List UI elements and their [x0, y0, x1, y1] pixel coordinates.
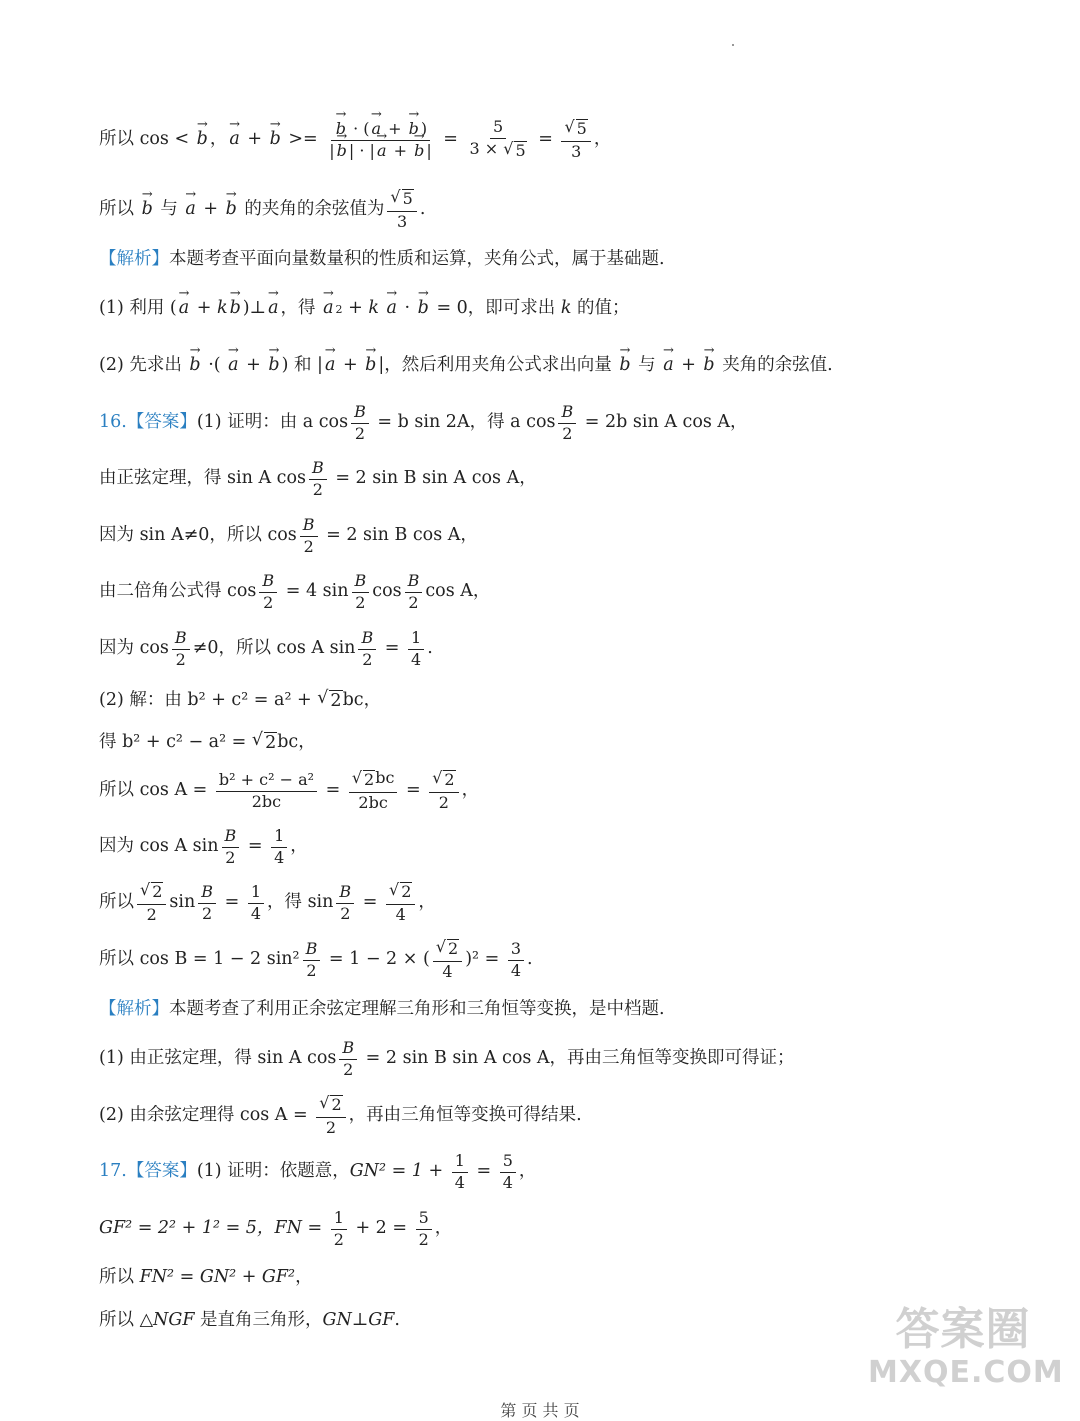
line-cos-result: 所以 cos < → b ， → a + → b >= → $\frac{b \cdot (\to a + \to b )}{|\to b | \cdot |\to a + \to b |}$ = 5 3 × √ 5 = √ 5 3 ， [99, 112, 1020, 168]
analysis-tag: 【解析】 [99, 249, 169, 270]
vector-symbol: → a [375, 143, 389, 160]
vector-symbol: → b [195, 131, 210, 149]
vector-symbol: → b [266, 357, 281, 375]
vector-symbol: → a [370, 121, 384, 138]
vector-symbol: → b [617, 357, 632, 375]
vector-symbol: → a [183, 201, 197, 219]
q17-line-1: 17. 【答案】 (1) 证明：依题意， GN² = 1 + $\frac{1}{4}$ = $\frac{5}{4}$ ， [99, 1150, 537, 1192]
analysis-15: 【解析】 本题考查平面向量数量积的性质和运算，夹角公式，属于基础题. [99, 249, 665, 270]
vector-symbol: → a [177, 300, 191, 318]
vector-symbol: → b [187, 357, 202, 375]
hint-16-1: (1) 由正弦定理，得 sin A cos $\frac{B}{2}$ = 2 sin B sin A cos A，再由三角恒等变换即可得证； [99, 1037, 795, 1079]
vector-symbol: → b [228, 300, 243, 318]
vector-symbol: → b [334, 121, 348, 138]
vector-symbol: → b [224, 201, 239, 219]
answer-tag: 【答案】 [126, 1161, 197, 1182]
q16-line-1: 16. 【答案】 (1) 证明：由 a cos $\frac{B}{2}$ = b sin 2A，得 a cos $\frac{B}{2}$ = 2b sin A cos A， [99, 401, 748, 443]
watermark-logo: 答案圈 MXQE.COM [868, 1304, 1064, 1390]
q16-line-8: 所以 cos A = $\frac{\text{b² + c² − a²}}{2bc}$ = √ 2 bc 2bc = √ 2 2 ， [99, 768, 480, 812]
page-footer: 第 页 共 页 [500, 1401, 580, 1420]
vector-symbol: → b [268, 131, 283, 149]
vector-symbol: → b [701, 357, 716, 375]
vector-symbol: → b [412, 143, 426, 160]
vector-symbol: → a [323, 357, 337, 375]
question-number: 16. [99, 412, 127, 433]
q16-line-2: 由正弦定理，得 sin A cos $\frac{B}{2}$ = 2 sin B sin A cos A， [99, 457, 537, 499]
q16-line-11: 所以 cos B = 1 − 2 sin² $\frac{B}{2}$ = 1 − 2 × ( √ 2 4 )² = $\frac{3}{4}$ . [99, 937, 533, 981]
hint-15-1: (1) 利用 ( → a + k → b )⊥ → a ，得 → a 2 + k → a · → b = 0，即可求出 k 的值； [99, 295, 1020, 323]
vector-symbol: → a [266, 300, 280, 318]
vector-symbol: → b [416, 300, 431, 318]
line-angle-cosine: 所以 → b 与 → a + → b 的夹角的余弦值为 √ 5 3 . [99, 186, 1020, 234]
fraction: √ 5 3 [387, 189, 416, 230]
analysis-16: 【解析】 本题考查了利用正余弦定理解三角形和三角恒等变换，是中档题. [99, 999, 665, 1020]
q17-line-2: GF² = 2² + 1² = 5， FN = $\frac{1}{2}$ + 2 = $\frac{5}{2}$ ， [99, 1207, 453, 1249]
vector-symbol: → a [227, 131, 241, 149]
fraction: → $\frac{b \cdot (\to a + \to b )}{|\to b | \cdot |\to a + \to b |}$ [326, 121, 434, 160]
vector-symbol: → b [140, 201, 155, 219]
vector-symbol: → a [661, 357, 675, 375]
q16-line-4: 由二倍角公式得 cos $\frac{B}{2}$ = 4 sin $\frac{B}{2}$ cos $\frac{B}{2}$ cos A， [99, 570, 491, 612]
hint-16-2: (2) 由余弦定理得 cos A = √ 2 2 ，再由三角恒等变换可得结果. [99, 1093, 582, 1137]
vector-symbol: → b [363, 357, 378, 375]
hint-15-2: (2) 先求出 → b ·( → a + → b ) 和 | → a + → b |，然后利用夹角公式求出向量 → b 与 → a + → b 夹角的余弦值. [99, 352, 1020, 380]
vector-symbol: → a [226, 357, 240, 375]
q17-line-3: 所以 FN² = GN² + GF² ， [99, 1267, 313, 1288]
fraction: 5 3 × √ 5 [469, 117, 526, 161]
question-number: 17. [99, 1161, 127, 1182]
vector-symbol: → b [335, 143, 349, 160]
vector-symbol: → b [407, 121, 421, 138]
fraction: √ 5 3 [561, 119, 590, 160]
vector-symbol: → a [385, 300, 399, 318]
q16-line-9: 因为 cos A sin $\frac{B}{2}$ = $\frac{1}{4}$ ， [99, 825, 308, 867]
answer-tag: 【答案】 [126, 412, 197, 433]
q16-line-5: 因为 cos $\frac{B}{2}$ ≠0，所以 cos A sin $\frac{B}{2}$ = $\frac{1}{4}$ . [99, 627, 433, 669]
analysis-tag: 【解析】 [99, 999, 169, 1020]
q16-line-10: 所以 √ 2 2 sin $\frac{B}{2}$ = $\frac{1}{4}$ ，得 sin $\frac{B}{2}$ = √ 2 4 ， [99, 880, 436, 924]
q16-line-3: 因为 sin A≠0，所以 cos $\frac{B}{2}$ = 2 sin B cos A， [99, 514, 478, 556]
q16-line-6: (2) 解：由 b² + c² = a² + √ 2 bc， [99, 688, 382, 712]
vector-symbol: → a [321, 300, 335, 318]
dot-mark [732, 44, 734, 46]
q17-line-4: 所以 △NGF 是直角三角形， GN⊥GF . [99, 1310, 400, 1331]
q16-line-7: 得 b² + c² − a² = √ 2 bc， [99, 730, 316, 754]
